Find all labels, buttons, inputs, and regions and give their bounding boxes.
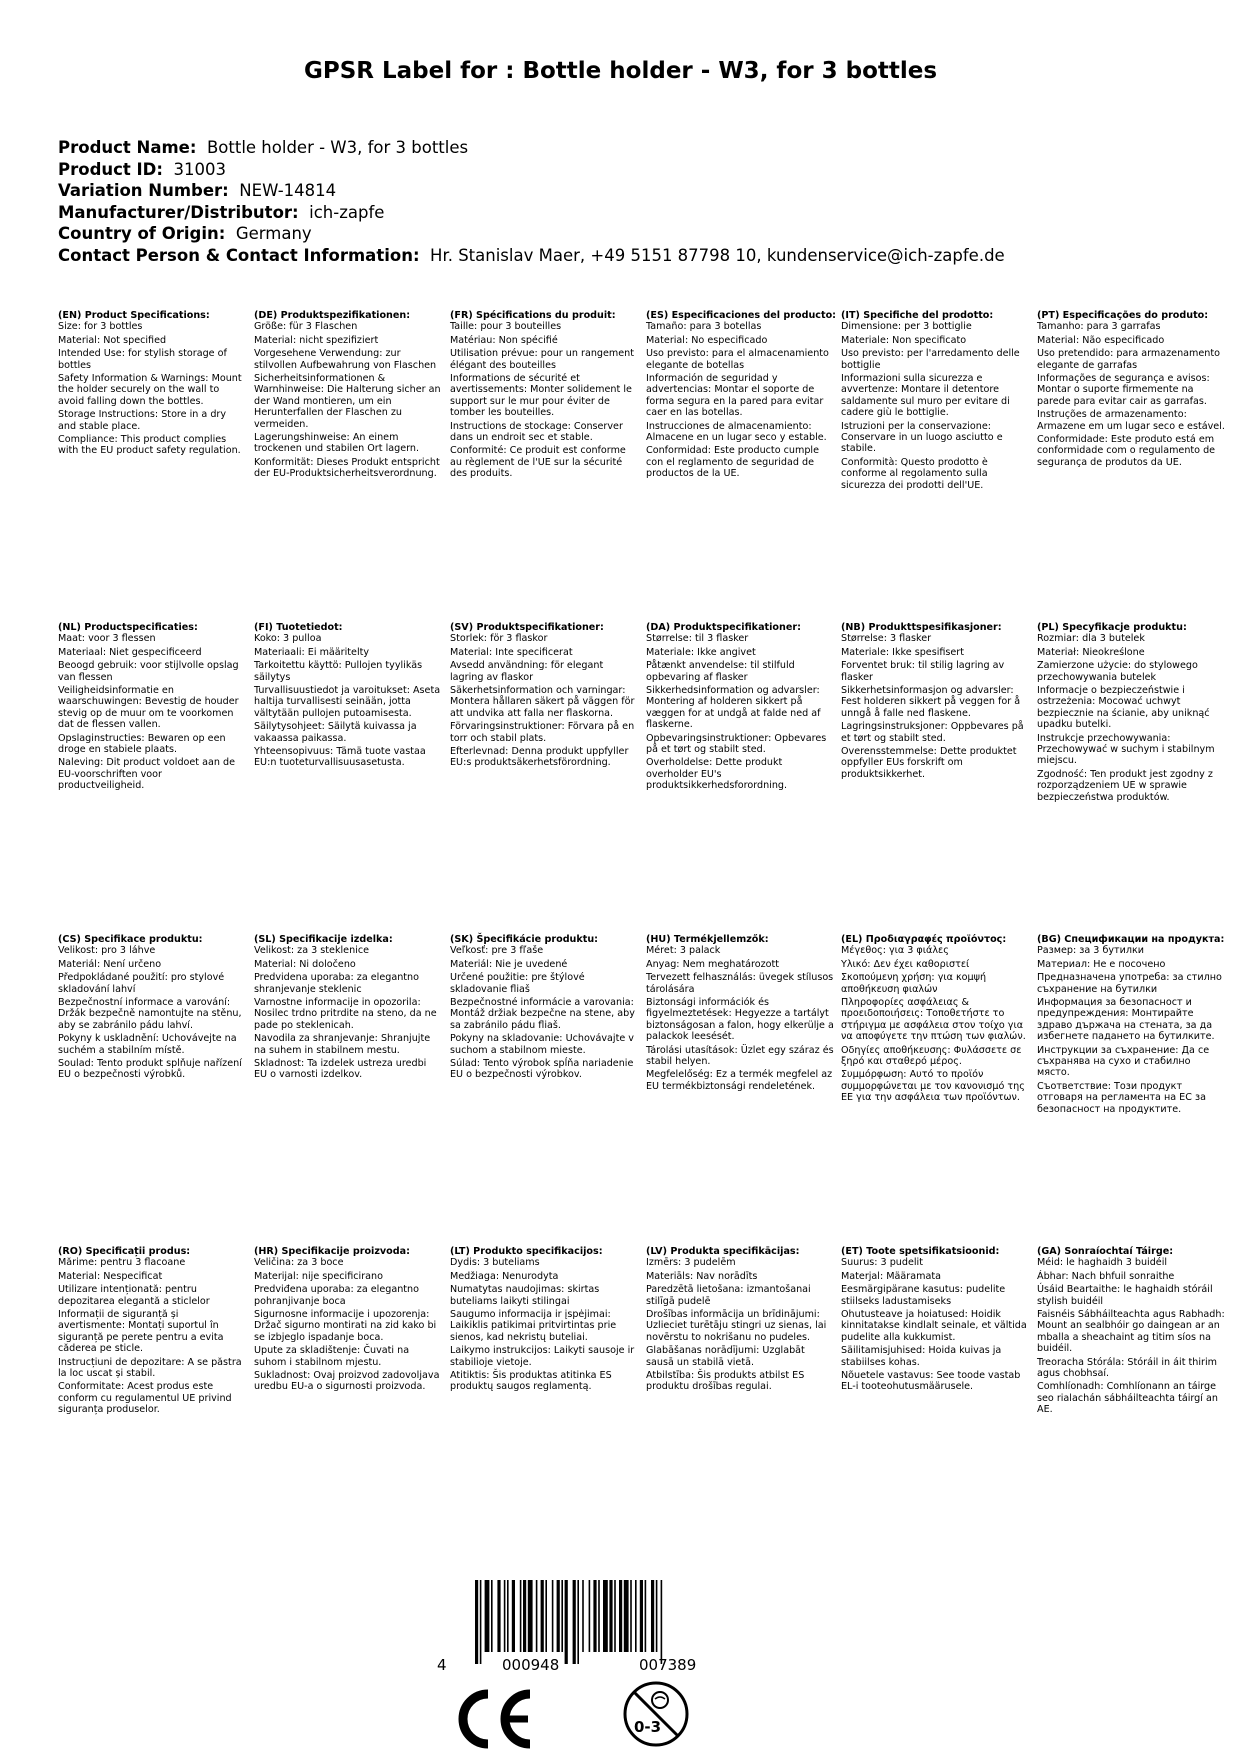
spec-item: Conformidade: Este produto está em conformidade com o regulamento de segurança de produtos da UE. <box>1037 434 1216 468</box>
spec-block <box>841 1246 1029 1395</box>
spec-item: Avsedd användning: för elegant lagring av flaskor <box>450 660 604 683</box>
spec-item: Eesmärgipärane kasutus: pudelite stiilseks ladustamiseks <box>841 1284 1006 1307</box>
spec-heading: (SK) Špecifikácie produktu: <box>450 934 599 945</box>
spec-item: Υλικό: Δεν έχει καθοριστεί <box>841 958 970 970</box>
info-label: Product Name: <box>58 138 197 157</box>
spec-item: Bezpečnostné informácie a varovania: Montáž držiak bezpečne na stene, aby sa zabránilo pádu fliaš. <box>450 997 635 1031</box>
spec-heading: (EN) Product Specifications: <box>58 310 210 321</box>
spec-item: Atitiktis: Šis produktas atitinka ES produktų saugos reglamentą. <box>450 1370 612 1393</box>
spec-item: Informazioni sulla sicurezza e avvertenze: Montare il detentore saldamente sul muro per evitare di cadere giù le bottiglie. <box>841 373 1010 419</box>
spec-item: Tamaño: para 3 botellas <box>646 321 762 333</box>
barcode-bar <box>480 1580 482 1664</box>
spec-item: Suurus: 3 pudelit <box>841 1257 923 1269</box>
spec-heading: (PL) Specyfikacje produktu: <box>1037 622 1187 633</box>
spec-item: Veiligheidsinformatie en waarschuwingen: Bevestig de houder stevig op de muur om te voorkomen dat de flessen vallen. <box>58 685 239 731</box>
spec-item: Sigurnosne informacije i upozorenja: Držač sigurno montirati na zid kako bi se izbjeglo ispadanje boca. <box>254 1309 437 1343</box>
info-label: Contact Person & Contact Information: <box>58 245 420 265</box>
spec-item: Velikost: pro 3 láhve <box>58 945 156 957</box>
spec-heading: (IT) Specifiche del prodotto: <box>841 310 994 321</box>
spec-block <box>1037 622 1225 805</box>
info-label: Manufacturer/Distributor: <box>58 202 299 222</box>
spec-item: Informações de segurança e avisos: Montar o suporte firmemente na parede para evitar cair as garrafas. <box>1037 373 1210 407</box>
spec-item: Størrelse: til 3 flasker <box>646 633 749 645</box>
info-value: Hr. Stanislav Maer, +49 5151 87798 10, kundenservice@ich-zapfe.de <box>430 245 1005 265</box>
spec-item: Ábhar: Nach bhfuil sonraithe <box>1037 1270 1175 1282</box>
spec-heading: (RO) Specificații produs: <box>58 1246 191 1257</box>
spec-heading: (DA) Produktspecifikationer: <box>646 622 801 633</box>
spec-heading: (NB) Produkttspesifikasjoner: <box>841 622 1002 633</box>
spec-item: Информация за безопасност и предупреждения: Монтирайте здраво държача на стената, за да избегнете падането на бутилките. <box>1037 997 1215 1043</box>
spec-item: Informacje o bezpieczeństwie i ostrzeżenia: Mocować uchwyt bezpiecznie na ścianie, aby uniknąć upadku butelki. <box>1037 685 1210 731</box>
spec-item: Drošības informācija un brīdinājumi: Uzlieciet turētāju stingri uz sienas, lai novērstu to nokrišanu no pudeles. <box>646 1309 827 1343</box>
spec-item: Medžiaga: Nenurodyta <box>450 1270 559 1282</box>
spec-item: Instrukcje przechowywania: Przechowywać w suchym i stabilnym miejscu. <box>1037 732 1215 767</box>
spec-block <box>254 934 442 1083</box>
spec-item: Storage Instructions: Store in a dry and stable place. <box>58 409 227 432</box>
spec-item: Uso previsto: para el almacenamiento elegante de botellas <box>646 348 829 371</box>
spec-heading: (SL) Specifikacije izdelka: <box>254 934 393 945</box>
spec-item: Размер: за 3 бутилки <box>1037 945 1145 957</box>
barcode-bar <box>523 1580 526 1652</box>
spec-item: Numatytas naudojimas: skirtas buteliams laikyti stilingai <box>450 1284 600 1307</box>
spec-item: Tervezett felhasználás: üvegek stílusos tárolására <box>646 972 834 995</box>
spec-heading: (NL) Productspecificaties: <box>58 622 198 633</box>
spec-heading: (HR) Specifikacije proizvoda: <box>254 1246 410 1257</box>
page-title: GPSR Label for : Bottle holder - W3, for 3 bottles <box>303 58 938 84</box>
spec-heading: (FR) Spécifications du produit: <box>450 310 616 321</box>
spec-block <box>58 1246 246 1418</box>
spec-item: Saugumo informacija ir įspėjimai: Laikiklis patikimai pritvirtintas prie sienos, kad nekristų buteliai. <box>450 1309 617 1343</box>
barcode-bar <box>545 1580 547 1652</box>
barcode-group-right: 007389 <box>639 1656 697 1674</box>
spec-item: Varnostne informacije in opozorila: Nosilec trdno pritrdite na steno, da ne pade po steklenicah. <box>254 997 437 1031</box>
barcode-bar <box>485 1580 490 1652</box>
spec-item: Οδηγίες αποθήκευσης: Φυλάσσετε σε ξηρό και σταθερό μέρος. <box>841 1044 1022 1068</box>
spec-item: Materiāls: Nav norādīts <box>646 1270 758 1282</box>
spec-item: Materiale: Non specificato <box>841 334 967 346</box>
barcode-bar <box>507 1580 509 1652</box>
spec-item: Opbevaringsinstruktioner: Opbevares på et tørt og stabilt sted. <box>646 732 827 756</box>
spec-heading: (PT) Especificações do produto: <box>1037 310 1209 321</box>
spec-item: Dydis: 3 buteliams <box>450 1257 540 1269</box>
spec-block <box>254 310 442 482</box>
barcode-group-left: 000948 <box>502 1656 560 1674</box>
spec-item: Comhlíonadh: Comhlíonann an táirge seo rialachán sábháilteachta táirgí an AE. <box>1037 1381 1218 1416</box>
barcode-bar <box>603 1580 608 1652</box>
barcode-bar <box>614 1580 616 1652</box>
spec-item: Materijal: nije specificirano <box>254 1270 383 1282</box>
barcode-bar <box>552 1580 554 1652</box>
spec-item: Предназначена употреба: за стилно съхранение на бутилки <box>1037 972 1222 995</box>
spec-heading: (LT) Produkto specifikacijos: <box>450 1246 603 1257</box>
spec-item: Utilisation prévue: pour un rangement élégant des bouteilles <box>450 348 634 371</box>
info-value: NEW-14814 <box>239 181 337 200</box>
spec-item: Instruções de armazenamento: Armazene em um lugar seco e estável. <box>1037 409 1225 432</box>
spec-item: Materiaal: Niet gespecificeerd <box>58 646 202 658</box>
spec-item: Turvallisuustiedot ja varoitukset: Aseta haltija turvallisesti seinään, jotta vältytään pullojen putoamisesta. <box>254 685 441 719</box>
spec-item: Lagerungshinweise: An einem trockenen und stabilen Ort lagern. <box>254 432 420 455</box>
spec-item: Conformidad: Este producto cumple con el reglamento de seguridad de productos de la UE. <box>646 445 819 480</box>
info-label: Variation Number: <box>58 181 229 200</box>
spec-block <box>646 622 834 794</box>
barcode-bar <box>630 1580 632 1652</box>
spec-item: Material: No especificado <box>646 334 768 346</box>
barcode-bar <box>577 1580 579 1664</box>
info-value: Bottle holder - W3, for 3 bottles <box>206 138 469 157</box>
spec-item: Intended Use: for stylish storage of bottles <box>58 348 227 371</box>
spec-block <box>450 1246 638 1395</box>
spec-item: Zgodność: Ten produkt jest zgodny z rozporządzeniem UE w sprawie bezpieczeństwa produktów. <box>1037 768 1213 803</box>
spec-heading: (CS) Specifikace produktu: <box>58 934 203 945</box>
spec-item: Opslaginstructies: Bewaren op een droge en stabiele plaats. <box>58 732 226 756</box>
spec-item: Nõuetele vastavus: See toode vastab EL-i tooteohutusmäärusele. <box>841 1370 1021 1393</box>
spec-item: Overensstemmelse: Dette produktet oppfyller EUs forskrift om produktsikkerhet. <box>841 746 1017 780</box>
spec-item: Upute za skladištenje: Čuvati na suhom i stabilnom mjestu. <box>254 1345 410 1368</box>
spec-block <box>646 934 834 1094</box>
spec-item: Overholdelse: Dette produkt overholder EU's produktsikkerhedsforordning. <box>646 757 788 792</box>
spec-heading: (ES) Especificaciones del producto: <box>646 310 837 321</box>
spec-block <box>450 310 638 482</box>
spec-item: Materiale: Ikke angivet <box>646 646 756 658</box>
barcode-bar <box>593 1580 596 1652</box>
spec-item: Uso pretendido: para armazenamento elegante de garrafas <box>1037 348 1220 371</box>
spec-item: Materiaali: Ei määritelty <box>254 646 370 658</box>
spec-item: Σκοπούμενη χρήση: για κομψή αποθήκευση φιαλών <box>841 972 987 995</box>
spec-heading: (ET) Toote spetsifikatsioonid: <box>841 1246 1000 1257</box>
spec-grid <box>58 0 1238 1754</box>
barcode-bar <box>598 1580 600 1652</box>
spec-item: Konformität: Dieses Produkt entspricht der EU-Produktsicherheitsverordnung. <box>254 456 440 480</box>
spec-item: Izmērs: 3 pudelēm <box>646 1257 736 1269</box>
spec-item: Biztonsági információk és figyelmeztetések: Hegyezze a tartályt biztonságosan a falon, hogy elkerülje a palackok leesését. <box>646 997 834 1043</box>
spec-item: Informations de sécurité et avertissements: Monter solidement le support sur le mur pour éviter de tomber les bouteilles. <box>450 373 632 419</box>
spec-item: Sikkerhedsinformation og advarsler: Montering af holderen sikkert på væggen for at undgå at falde ned af flaskerne. <box>646 685 821 731</box>
spec-item: Materiál: Není určeno <box>58 958 162 970</box>
svg-text:0-3: 0-3 <box>634 1718 662 1736</box>
spec-item: Utilizare intenționată: pentru depozitarea elegantă a sticlelor <box>58 1284 210 1307</box>
barcode-bar <box>497 1580 500 1652</box>
spec-item: Veľkosť: pre 3 fľaše <box>450 945 544 957</box>
barcode-bar <box>557 1580 560 1652</box>
spec-item: Uso previsto: per l'arredamento delle bottiglie <box>841 348 1020 371</box>
spec-block <box>841 934 1029 1106</box>
spec-item: Инструкции за съхранение: Да се съхранява на сухо и стабилно място. <box>1037 1044 1210 1079</box>
spec-item: Súlad: Tento výrobok spĺňa nariadenie EU o bezpečnosti výrobkov. <box>450 1058 634 1081</box>
spec-block <box>646 1246 834 1395</box>
spec-item: Yhteensopivuus: Tämä tuote vastaa EU:n tuoteturvallisuusasetusta. <box>254 746 426 769</box>
spec-item: Material: nicht spezifiziert <box>254 334 379 346</box>
spec-item: Zamierzone użycie: do stylowego przechowywania butelek <box>1037 660 1198 683</box>
barcode-bar <box>589 1580 591 1652</box>
spec-block <box>1037 310 1225 470</box>
barcode-bar <box>512 1580 515 1652</box>
spec-item: Material: Inte specificerat <box>450 646 573 658</box>
barcode-digit-first: 4 <box>437 1656 447 1674</box>
barcode-bar <box>504 1580 506 1652</box>
age-warning-0-3-icon <box>622 1680 690 1748</box>
spec-item: Συμμόρφωση: Αυτό το προϊόν συμμορφώνεται με τον κανονισμό της ΕΕ για την ασφάλεια των προϊόντων. <box>841 1069 1025 1104</box>
spec-item: Paredzētā lietošana: izmantošanai stilīgā pudelē <box>646 1284 811 1307</box>
spec-item: Conformità: Questo prodotto è conforme al regolamento sulla sicurezza dei prodotti dell'UE. <box>841 456 988 491</box>
spec-block <box>841 310 1029 493</box>
info-label: Product ID: <box>58 159 163 179</box>
spec-item: Sicherheitsinformationen & Warnhinweise: Die Halterung sicher an der Wand montieren, um ein Herunterfallen der Flaschen zu vermeiden. <box>254 373 441 430</box>
spec-item: Conformité: Ce produit est conforme au règlement de l'UE sur la sécurité des produits. <box>450 445 626 480</box>
barcode-bar <box>582 1580 584 1652</box>
spec-item: Tarkoitettu käyttö: Pullojen tyylikäs säilytys <box>254 660 423 683</box>
spec-item: Safety Information & Warnings: Mount the holder securely on the wall to avoid falling down the bottles. <box>58 373 242 407</box>
info-value: 31003 <box>173 159 226 179</box>
spec-item: Beoogd gebruik: voor stijlvolle opslag van flessen <box>58 660 239 683</box>
spec-item: Méid: le haghaidh 3 buidéil <box>1037 1257 1168 1269</box>
spec-heading: (DE) Produktspezifikationen: <box>254 310 411 321</box>
spec-item: Dimensione: per 3 bottiglie <box>841 321 972 333</box>
spec-block <box>58 622 246 794</box>
barcode-bar <box>661 1580 663 1664</box>
spec-heading: (LV) Produkta specifikācijas: <box>646 1246 800 1257</box>
barcode-bar <box>635 1580 637 1652</box>
spec-item: Efterlevnad: Denna produkt uppfyller EU:s produktsäkerhetsförordning. <box>450 746 629 769</box>
spec-item: Instrucciones de almacenamiento: Almacene en un lugar seco y estable. <box>646 420 827 444</box>
spec-block <box>450 622 638 771</box>
spec-item: Conformitate: Acest produs este conform cu regulamentul UE privind siguranța produselor. <box>58 1381 232 1416</box>
spec-item: Atbilstība: Šis produkts atbilst ES produktu drošības regulai. <box>646 1370 805 1393</box>
spec-item: Matériau: Non spécifié <box>450 334 558 346</box>
spec-item: Taille: pour 3 bouteilles <box>450 321 562 333</box>
spec-item: Sikkerhetsinformasjon og advarsler: Fest holderen sikkert på veggen for å unngå å falle ned flaskene. <box>841 685 1021 719</box>
spec-item: Förvaringsinstruktioner: Förvara på en torr och stabil plats. <box>450 721 635 744</box>
spec-item: Πληροφορίες ασφάλειας & προειδοποιήσεις: Τοποθετήστε το στήριγμα με ασφάλεια στον τοίχο για να αποφύγετε την πτώση των φιαλών. <box>841 997 1026 1043</box>
spec-item: Materiał: Nieokreślone <box>1037 646 1145 658</box>
spec-item: Säilytysohjeet: Säilytä kuivassa ja vakaassa paikassa. <box>254 721 417 744</box>
spec-item: Tamanho: para 3 garrafas <box>1037 321 1161 333</box>
barcode-bar <box>541 1580 544 1652</box>
barcode-bar <box>645 1580 647 1652</box>
spec-item: Veličina: za 3 boce <box>254 1257 344 1269</box>
spec-item: Skladnost: Ta izdelek ustreza uredbi EU o varnosti izdelkov. <box>254 1058 427 1081</box>
spec-item: Maat: voor 3 flessen <box>58 633 156 645</box>
spec-heading: (SV) Produktspecifikationer: <box>450 622 604 633</box>
barcode-bar <box>656 1580 658 1652</box>
spec-item: Materiál: Nie je uvedené <box>450 958 568 970</box>
spec-item: Größe: für 3 Flaschen <box>254 321 358 333</box>
spec-item: Glabāšanas norādījumi: Uzglabāt sausā un stabilā vietā. <box>646 1345 805 1368</box>
spec-heading: (FI) Tuotetiedot: <box>254 622 343 633</box>
spec-block <box>58 310 246 459</box>
spec-block <box>254 1246 442 1395</box>
spec-item: Navodila za shranjevanje: Shranjujte na suhem in stabilnem mestu. <box>254 1033 431 1056</box>
spec-item: Vorgesehene Verwendung: zur stilvollen Aufbewahrung von Flaschen <box>254 348 437 371</box>
spec-item: Størrelse: 3 flasker <box>841 633 932 645</box>
spec-block <box>450 934 638 1083</box>
spec-item: Compliance: This product complies with the EU product safety regulation. <box>58 434 241 457</box>
spec-block <box>841 622 1029 782</box>
spec-heading: (GA) Sonraíochtaí Táirge: <box>1037 1246 1174 1257</box>
spec-block <box>254 622 442 771</box>
spec-item: Säilitamisjuhised: Hoida kuivas ja stabiilses kohas. <box>841 1345 1002 1368</box>
barcode-bar <box>651 1580 654 1652</box>
barcode-bar <box>536 1580 538 1652</box>
barcode-bar <box>520 1580 522 1652</box>
spec-item: Instrucțiuni de depozitare: A se păstra la loc uscat și stabil. <box>58 1356 242 1380</box>
spec-item: Soulad: Tento produkt splňuje nařízení EU o bezpečnosti výrobků. <box>58 1058 242 1081</box>
barcode-bar <box>561 1580 563 1652</box>
spec-block <box>58 934 246 1083</box>
ce-mark-icon <box>452 1688 534 1750</box>
spec-item: Storlek: för 3 flaskor <box>450 633 548 645</box>
spec-item: Naleving: Dit product voldoet aan de EU-voorschriften voor productveiligheid. <box>58 757 235 792</box>
spec-item: Материал: Не е посочено <box>1037 958 1166 970</box>
spec-block <box>646 310 837 482</box>
spec-heading: (EL) Προδιαγραφές προϊόντος: <box>841 934 1007 945</box>
spec-item: Informații de siguranță și avertismente: Montați suportul în siguranță pe perete pentru a evita căderea pe sticle. <box>58 1309 224 1355</box>
spec-item: Μέγεθος: για 3 φιάλες <box>841 945 949 957</box>
spec-item: Sukladnost: Ovaj proizvod zadovoljava uredbu EU-a o sigurnosti proizvoda. <box>254 1370 440 1393</box>
spec-block <box>1037 1246 1225 1418</box>
spec-item: Påtænkt anvendelse: til stilfuld opbevaring af flasker <box>646 660 795 683</box>
spec-item: Material: Não especificado <box>1037 334 1165 346</box>
spec-item: Materjal: Määramata <box>841 1270 941 1282</box>
spec-item: Lagringsinstruksjoner: Oppbevares på et tørt og stabilt sted. <box>841 721 1024 744</box>
spec-item: Съответствие: Този продукт отговаря на регламента на ЕС за безопасност на продуктите. <box>1037 1080 1206 1115</box>
spec-item: Material: Not specified <box>58 334 167 346</box>
info-value: ich-zapfe <box>309 202 385 222</box>
spec-item: Megfelelőség: Ez a termék megfelel az EU termékbiztonsági rendeletének. <box>646 1069 833 1092</box>
spec-item: Rozmiar: dla 3 butelek <box>1037 633 1145 645</box>
barcode-bar <box>619 1580 622 1652</box>
info-value: Germany <box>235 224 312 243</box>
spec-item: Anyag: Nem meghatározott <box>646 958 780 970</box>
spec-item: Forventet bruk: til stilig lagring av flasker <box>841 660 1005 683</box>
spec-item: Istruzioni per la conservazione: Conservare in un luogo asciutto e stabile. <box>841 420 1003 455</box>
spec-item: Méret: 3 palack <box>646 945 721 957</box>
barcode-bar <box>491 1580 493 1652</box>
spec-item: Instructions de stockage: Conserver dans un endroit sec et stable. <box>450 420 623 444</box>
barcode-bar <box>528 1580 533 1652</box>
spec-item: Materiale: Ikke spesifisert <box>841 646 965 658</box>
spec-item: Predvidena uporaba: za elegantno shranjevanje steklenic <box>254 972 419 995</box>
spec-item: Treoracha Stórála: Stóráil in áit thirim agus chobhsaí. <box>1037 1356 1217 1380</box>
barcode-bar <box>609 1580 612 1652</box>
barcode-bar <box>565 1580 568 1664</box>
spec-heading: (BG) Спецификации на продукта: <box>1037 934 1225 945</box>
spec-item: Predviđena uporaba: za elegantno pohranjivanje boca <box>254 1284 419 1307</box>
spec-item: Faisnéis Sábháilteachta agus Rabhadh: Mount an sealbhóir go daingean ar an mballa a sheachaint ag titim síos na buidéil. <box>1037 1309 1225 1355</box>
barcode-bar <box>624 1580 629 1652</box>
spec-item: Material: Ni določeno <box>254 958 356 970</box>
spec-item: Bezpečnostní informace a varování: Držák bezpečně namontujte na stěnu, aby se zabránilo pádu lahví. <box>58 997 242 1031</box>
spec-item: Pokyny na skladovanie: Uchovávajte v suchom a stabilnom mieste. <box>450 1033 634 1056</box>
barcode-bar <box>475 1580 478 1664</box>
spec-item: Säkerhetsinformation och varningar: Montera hållaren säkert på väggen för att undvika att falla ner flaskorna. <box>450 685 635 719</box>
spec-item: Tárolási utasítások: Üzlet egy száraz és stabil helyen. <box>646 1044 834 1068</box>
spec-item: Úsáid Beartaithe: le haghaidh stóráil stylish buidéil <box>1037 1284 1213 1307</box>
spec-item: Información de seguridad y advertencias: Montar el soporte de forma segura en la pared para evitar caer en las botellas. <box>646 373 824 419</box>
spec-heading: (HU) Termékjellemzők: <box>646 934 769 945</box>
barcode <box>435 1578 765 1674</box>
spec-item: Předpokládané použití: pro stylové skladování lahví <box>58 972 225 995</box>
spec-item: Laikymo instrukcijos: Laikyti sausoje ir stabilioje vietoje. <box>450 1345 635 1368</box>
spec-item: Koko: 3 pulloa <box>254 633 322 645</box>
spec-item: Pokyny k uskladnění: Uchovávejte na suchém a stabilním místě. <box>58 1033 237 1056</box>
barcode-bar <box>573 1580 576 1664</box>
spec-item: Určené použitie: pre štýlové skladovanie fliaš <box>450 972 585 995</box>
spec-item: Size: for 3 bottles <box>58 321 143 333</box>
spec-item: Ohutusteave ja hoiatused: Hoidik kinnitatakse kindlalt seinale, et vältida pudelite alla kukkumist. <box>841 1309 1027 1343</box>
spec-item: Velikost: za 3 steklenice <box>254 945 370 957</box>
spec-item: Material: Nespecificat <box>58 1270 163 1282</box>
spec-item: Mărime: pentru 3 flacoane <box>58 1257 186 1269</box>
info-label: Country of Origin: <box>58 224 226 243</box>
spec-block <box>1037 934 1225 1117</box>
barcode-bar <box>640 1580 643 1652</box>
